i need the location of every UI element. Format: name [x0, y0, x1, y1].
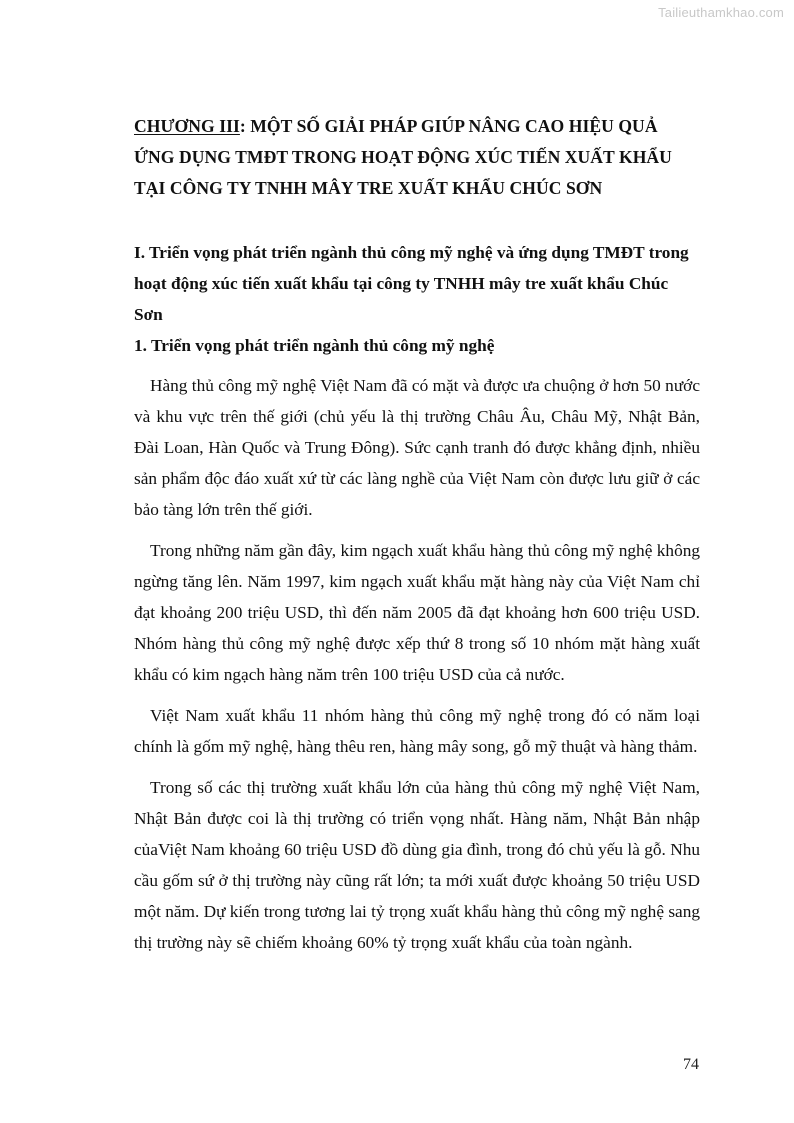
chapter-title [134, 111, 700, 204]
section-heading: I. Triển vọng phát triển ngành thủ công mỹ nghệ và ứng dụng TMĐT trong hoạt động xúc tiến xuất khẩu tại công ty TNHH mây tre xuất khẩu Chúc Sơn [134, 243, 689, 324]
page-number: 74 [683, 1056, 699, 1073]
chapter-title-text: : MỘT SỐ GIẢI PHÁP GIÚP NÂNG CAO HIỆU QUẢ ỨNG DỤNG TMĐT TRONG HOẠT ĐỘNG XÚC TIẾN XUẤT KHẨU TẠI CÔNG TY TNHH MÂY TRE XUẤT KHẨU CHÚC SƠN [134, 116, 672, 198]
chapter-label: CHƯƠNG III [134, 116, 240, 136]
paragraph-4: Trong số các thị trường xuất khẩu lớn của hàng thủ công mỹ nghệ Việt Nam, Nhật Bản được coi là thị trường có triển vọng nhất. Hàng năm, Nhật Bản nhập củaViệt Nam khoảng 60 triệu USD đồ dùng gia đình, trong đó chủ yếu là gỗ. Nhu cầu gốm sứ ở thị trường này cũng rất lớn; ta mới xuất được khoảng 50 triệu USD một năm. Dự kiến trong tương lai tỷ trọng xuất khẩu hàng thủ công mỹ nghệ sang thị trường này sẽ chiếm khoảng 60% tỷ trọng xuất khẩu của toàn ngành. [134, 778, 700, 952]
paragraph-3: Việt Nam xuất khẩu 11 nhóm hàng thủ công mỹ nghệ trong đó có năm loại chính là gốm mỹ nghệ, hàng thêu ren, hàng mây song, gỗ mỹ thuật và hàng thảm. [134, 706, 700, 756]
paragraph-1: Hàng thủ công mỹ nghệ Việt Nam đã có mặt và được ưa chuộng ở hơn 50 nước và khu vực trên thế giới (chủ yếu là thị trường Châu Âu, Châu Mỹ, Nhật Bản, Đài Loan, Hàn Quốc và Trung Đông). Sức cạnh tranh đó được khẳng định, nhiều sản phẩm độc đáo xuất xứ từ các làng nghề của Việt Nam còn được lưu giữ ở các bảo tàng lớn trên thế giới. [134, 376, 700, 519]
watermark: Tailieuthamkhao.com [658, 5, 784, 20]
subsection-heading: 1. Triển vọng phát triển ngành thủ công mỹ nghệ [134, 336, 495, 355]
paragraph-2: Trong những năm gần đây, kim ngạch xuất khẩu hàng thủ công mỹ nghệ không ngừng tăng lên. Năm 1997, kim ngạch xuất khẩu mặt hàng này của Việt Nam chỉ đạt khoảng 200 triệu USD, thì đến năm 2005 đã đạt khoảng hơn 600 triệu USD. Nhóm hàng thủ công mỹ nghệ được xếp thứ 8 trong số 10 nhóm mặt hàng xuất khẩu có kim ngạch hàng năm trên 100 triệu USD của cả nước. [134, 541, 700, 684]
page-content [134, 111, 700, 958]
